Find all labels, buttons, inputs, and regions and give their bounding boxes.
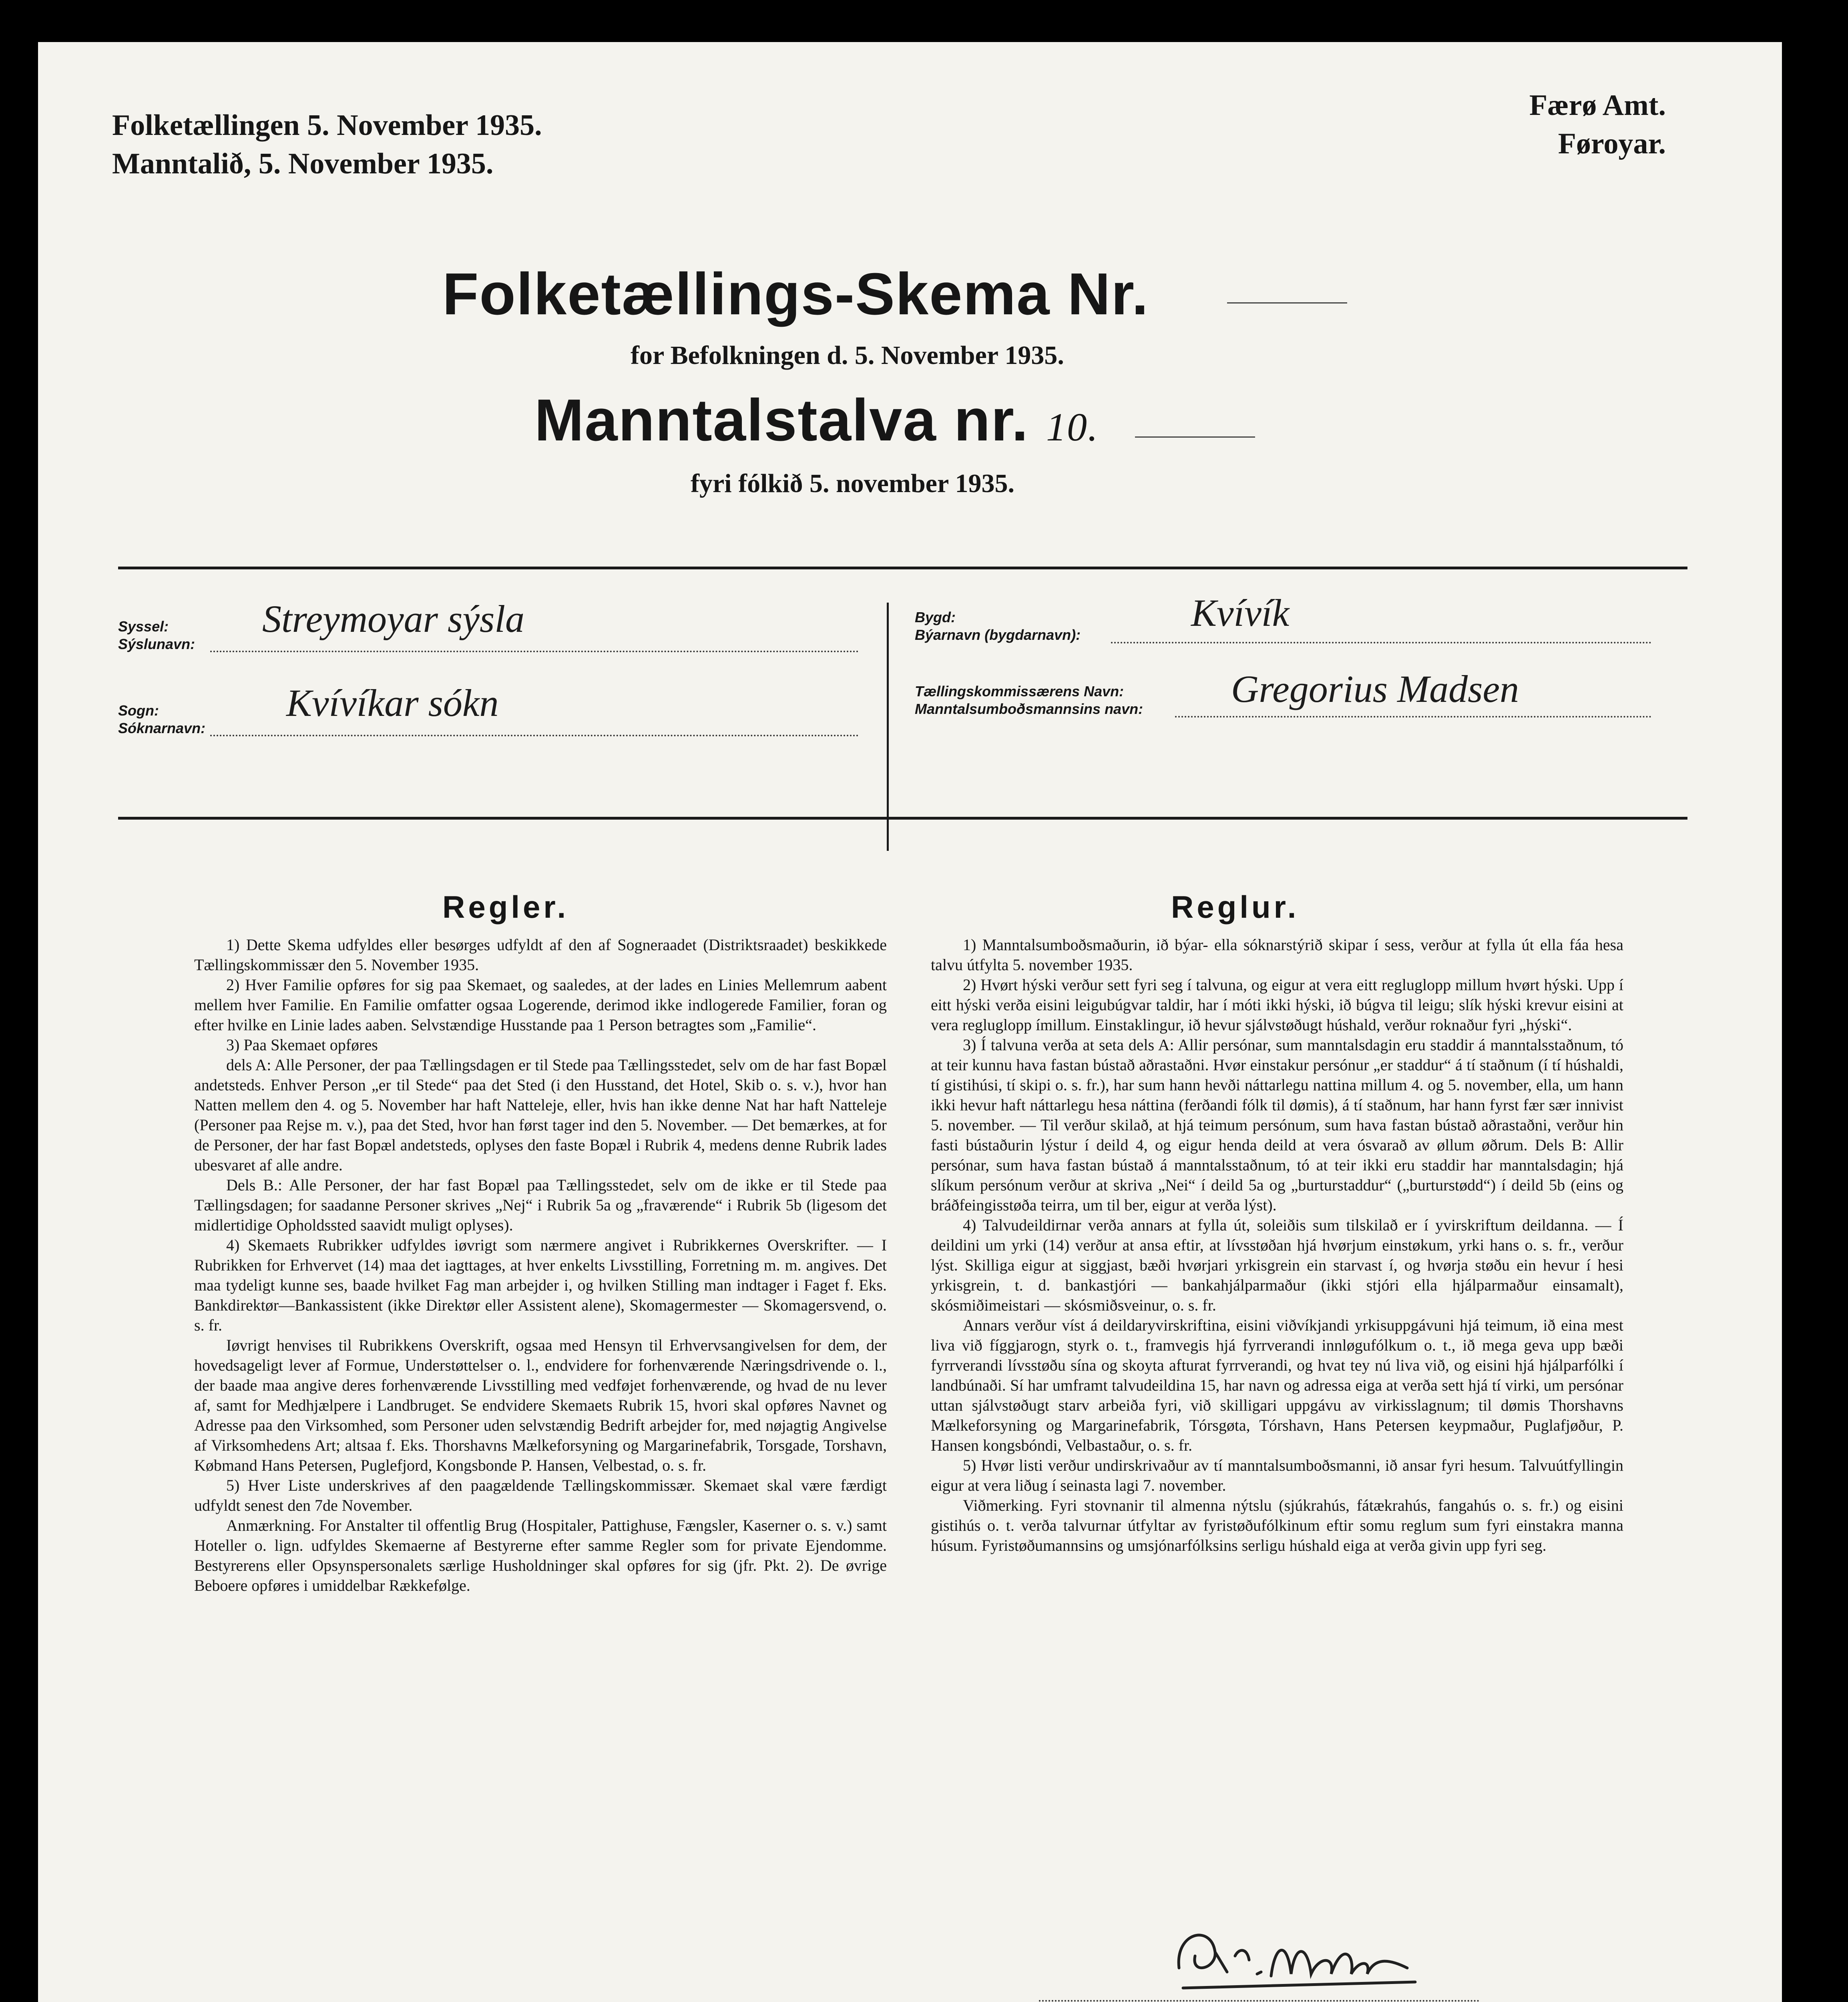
bygd-label: Bygd: Býarnavn (bygdarnavn): [915, 609, 1081, 643]
regler-heading: Regler. [442, 889, 569, 925]
bygd-value: Kvívík [1191, 591, 1290, 634]
sogn-value: Kvívíkar sókn [286, 681, 499, 724]
county-faroese: Føroyar. [1558, 127, 1666, 160]
kommissaer-line [1175, 716, 1651, 718]
form-subtitle-danish: for Befolkningen d. 5. November 1935. [631, 341, 1064, 370]
reglur-paragraph: 1) Manntalsumboðsmaðurin, ið býar- ella sóknarstýrið skipar í sess, verður at fylla út ella fáa hesa talvu útfylta 5. november 1935. [931, 936, 1623, 974]
title-number-line [1227, 302, 1347, 304]
regler-paragraph: Anmærkning. For Anstalter til offentlig Brug (Hospitaler, Pattighuse, Fængsler, Kaserner o. s. v.) samt Hoteller o. lign. udfyldes Skemaerne af Bestyrerne efter samme Regler som for private Ejendomme. Bestyrerens eller Opsynspersonalets særlige Husholdninger skal opføres for sig (jfr. Pkt. 2). De øvrige Beboere opføres i umiddelbar Rækkefølge. [194, 1516, 887, 1594]
reglur-paragraph: Annars verður víst á deildaryvirskriftina, eisini viðvíkjandi yrkisuppgávuni hjá teimum, ið eina mest liva við fíggjarogn, styrk o. t., framvegis hjá fyrrverandi innløgufólkum o. t., ið mega geva upp bæði fyrrverandi lívsstøðu sína og skoyta afturat fyrrverandi, og hvat tey nú liva við, og eisini hjá hjálparfólki í landbúnaði. Sí har umframt talvudeildina 15, har navn og adressa eiga at verða sett hjá tí virki, um persónar uttan sjálvstøðugt starv arbeiða fyri, við skilligari uppgávu av virkisslagnum; til dømis Thorshavns Mælkeforsyning og Margarinefabrik, Tórsgøta, Tórshavn, Hans Petersen keypmaður, Puglafjøður, P. Hansen kongsbóndi, Velbastaður, o. s. fr. [931, 1316, 1623, 1454]
syssel-line [210, 651, 859, 652]
field-column-divider [887, 603, 889, 851]
regler-column [194, 935, 887, 1596]
kommissaer-value: Gregorius Madsen [1231, 667, 1519, 710]
form-title-faroese: Manntalstalva nr. [534, 387, 1029, 453]
signature-line [1039, 2000, 1479, 2002]
reglur-column [931, 935, 1623, 1556]
kommissaer-label: Tællingskommissærens Navn: Manntalsumboðsmannsins navn: [915, 683, 1143, 717]
reglur-paragraph: 4) Talvudeildirnar verða annars at fylla út, soleiðis sum tilskilað er í yvirskriftum deildanna. — Í deildini um yrki (14) verður at ansa eftir, at lívsstøðan hjá hvørjum einstøkum, yrki hans o. s. fr., verður lýst. Skilliga eigur at siggjast, bæði hvørjari yrkisgrein ein starvast í, og hvørja støðu ein hevur í hesi yrkisgrein, t. d. bankastjóri — bankahjálparmaður (ikki stjóri ella hjálparmaður einsamalt), skósmiðimeistari — skósmiðsveinur, o. s. fr. [931, 1216, 1623, 1314]
sogn-line [210, 735, 859, 736]
bygd-line [1111, 642, 1651, 643]
census-date-faroese: Manntalið, 5. November 1935. [112, 147, 494, 180]
form-subtitle-faroese: fyri fólkið 5. november 1935. [691, 469, 1015, 498]
header-left [112, 106, 542, 183]
form-number-handwritten: 10. [1046, 405, 1099, 449]
regler-paragraph: Iøvrigt henvises til Rubrikkens Overskrift, ogsaa med Hensyn til Erhvervsangivelsen for dem, der hovedsageligt lever af Formue, Understøttelser o. l., endvidere for forhenværende Næringsdrivende o. l., der baade maa angive deres forhenværende Livsstilling med vedføjet forhenværende, og hvad de nu lever af, samt for Medhjælpere i Landbruget. Se endvidere Skemaets Rubrik 15, hvori skal opføres Navnet og Adresse paa den Virksomhed, som Personer uden selvstændig Bedrift arbejder for, med nøjagtig Angivelse af Virksomhedens Art; altsaa f. Eks. Thorshavns Mælkeforsyning og Margarinefabrik, Torsgade, Torshavn, Købmand Hans Petersen, Puglefjord, Kongsbonde P. Hansen, Velbestad, o. s. fr. [194, 1336, 887, 1474]
top-divider [118, 567, 1687, 569]
reglur-paragraph: 2) Hvørt hýski verður sett fyri seg í talvuna, og eigur at vera eitt regluglopp millum hvørt hýski. Upp í eitt hýski verða eisini leigubúgvar taldir, har í móti ikki hýski, ið búgva til leigu; slík hýski krevur eisini at vera regluglopp ímillum. Einstaklingur, ið hevur sjálvstøðugt húshald, verður roknaður fyri „hýski“. [931, 976, 1623, 1034]
form-title-danish: Folketællings-Skema Nr. [442, 261, 1149, 327]
regler-paragraph: Dels B.: Alle Personer, der har fast Bopæl paa Tællingsstedet, selv om de ikke er til Stede paa Tællingsdagen; for saadanne Personer skrives „Nej“ i Rubrik 5a og „fraværende“ i Rubrik 5b (ligesom det midlertidige Opholdssted saavidt muligt oplyses). [194, 1176, 887, 1234]
regler-paragraph: 4) Skemaets Rubrikker udfyldes iøvrigt som nærmere angivet i Rubrikkernes Overskrifter. — I Rubrikken for Erhvervet (14) maa det iagttages, at hver enkelts Livsstilling, Forretning m. m. angives. Det maa tydeligt kunne ses, baade hvilket Fag man arbejder i, og hvilken Stilling man indtager i Faget f. Eks. Bankdirektør—Bankassistent (ikke Direktør eller Assistent alene), Skomagermester — Skomagersvend, o. s. fr. [194, 1236, 887, 1334]
syssel-value: Streymoyar sýsla [262, 597, 524, 640]
form-number-line [1135, 436, 1255, 438]
regler-paragraph: 2) Hver Familie opføres for sig paa Skemaet, og saaledes, at der lades en Linies Mellemrum aabent mellem hver Familie. En Familie omfatter ogsaa Logerende, derimod ikke indlogerede Familier, foran og efter hvilke en Linie lades aaben. Selvstændige Husstande paa 1 Person betragtes som „Familie“. [194, 976, 887, 1034]
regler-paragraph: 5) Hver Liste underskrives af den paagældende Tællingskommissær. Skemaet skal være færdigt udfyldt senest den 7de November. [194, 1476, 887, 1514]
reglur-paragraph: 5) Hvør listi verður undirskrivaður av tí manntalsumboðsmanni, ið ansar fyri hesum. Talvuútfyllingin eigur at vera liðug í seinasta lagi 7. november. [931, 1456, 1623, 1494]
reglur-paragraph: Viðmerking. Fyri stovnanir til almenna nýtslu (sjúkrahús, fátækrahús, fangahús o. s. fr.) og eisini gistihús o. t. verða talvurnar útfyltar av fyristøðufólkinum eftir somu reglum sum fyri einstakra manna húsum. Fyristøðumannsins og umsjónarfólksins serligu húshald eiga at verða givin upp fyri seg. [931, 1496, 1623, 1554]
sogn-label: Sogn: Sóknarnavn: [118, 702, 206, 736]
fields-divider [118, 817, 1687, 820]
regler-paragraph: 3) Paa Skemaet opføres [226, 1036, 378, 1054]
reglur-paragraph: 3) Í talvuna verða at seta dels A: Allir persónar, sum manntalsdagin eru staddir á manntalsstaðnum, tó at teir kunnu hava fastan bústað aðrastaðni. Hvør einstakur persónur „er staddur“ á tí staðnum (í tí húshaldi, tí gistihúsi, tí skipi o. s. fr.), har sum hann hevði náttarlegu nattina millum 4. og 5. november, ella, um hann ikki hevur haft náttarlegu hesa náttina (ferðandi fólk til dømis), á tí staðnum, har hann fyrst fær sær innivist 5. november. — Til verður skilað, at hjá teimum persónum, sum hava fastan bústað aðrastaðni, verður hin fasti bústaðurin lýstur í deild 4, og eigur henda deild at vera ósvarað av øllum øðrum. Dels B: Allir persónar, sum hava fastan bústað á manntalsstaðnum, tó at teir ikki eru staddir har manntalsdagin; hjá slíkum persónum verður at skriva „Nei“ í deild 5a og „burturstaddur“ („burturstødd“) í deild 5b (eins og bráðfeingisstøða teirra, um til ber, eigur at verða lýst). [931, 1036, 1623, 1214]
form-title-faroese-row [534, 386, 1099, 454]
regler-paragraph: 1) Dette Skema udfyldes eller besørges udfyldt af den af Sogneraadet (Distriktsraadet) beskikkede Tællingskommissær den 5. November 1935. [194, 936, 887, 974]
reglur-heading: Reglur. [1171, 889, 1300, 925]
census-date-danish: Folketællingen 5. November 1935. [112, 109, 542, 142]
commissioner-signature [1167, 1908, 1423, 2000]
census-form-page [38, 42, 1782, 2002]
header-right [1529, 86, 1666, 163]
regler-paragraph: dels A: Alle Personer, der paa Tællingsdagen er til Stede paa Tællingsstedet, selv om de har fast Bopæl andetsteds. Enhver Person „er til Stede“ paa det Sted (i den Husstand, det Hotel, Skib o. s. v.), hvor han Natten mellem den 4. og 5. November har haft Natteleje, eller, hvis han ikke denne Nat har haft Natteleje (Personer paa Rejse m. v.), paa det Sted, hvor han først tager ind den 5. November. — Det bemærkes, at for de Personer, der har fast Bopæl andetsteds, oplyses den faste Bopæl i Rubrik 4, medens denne Rubrik lades ubesvaret af alle andre. [194, 1056, 887, 1174]
syssel-label: Syssel: Sýslunavn: [118, 618, 195, 652]
county-danish: Færø Amt. [1529, 89, 1666, 122]
